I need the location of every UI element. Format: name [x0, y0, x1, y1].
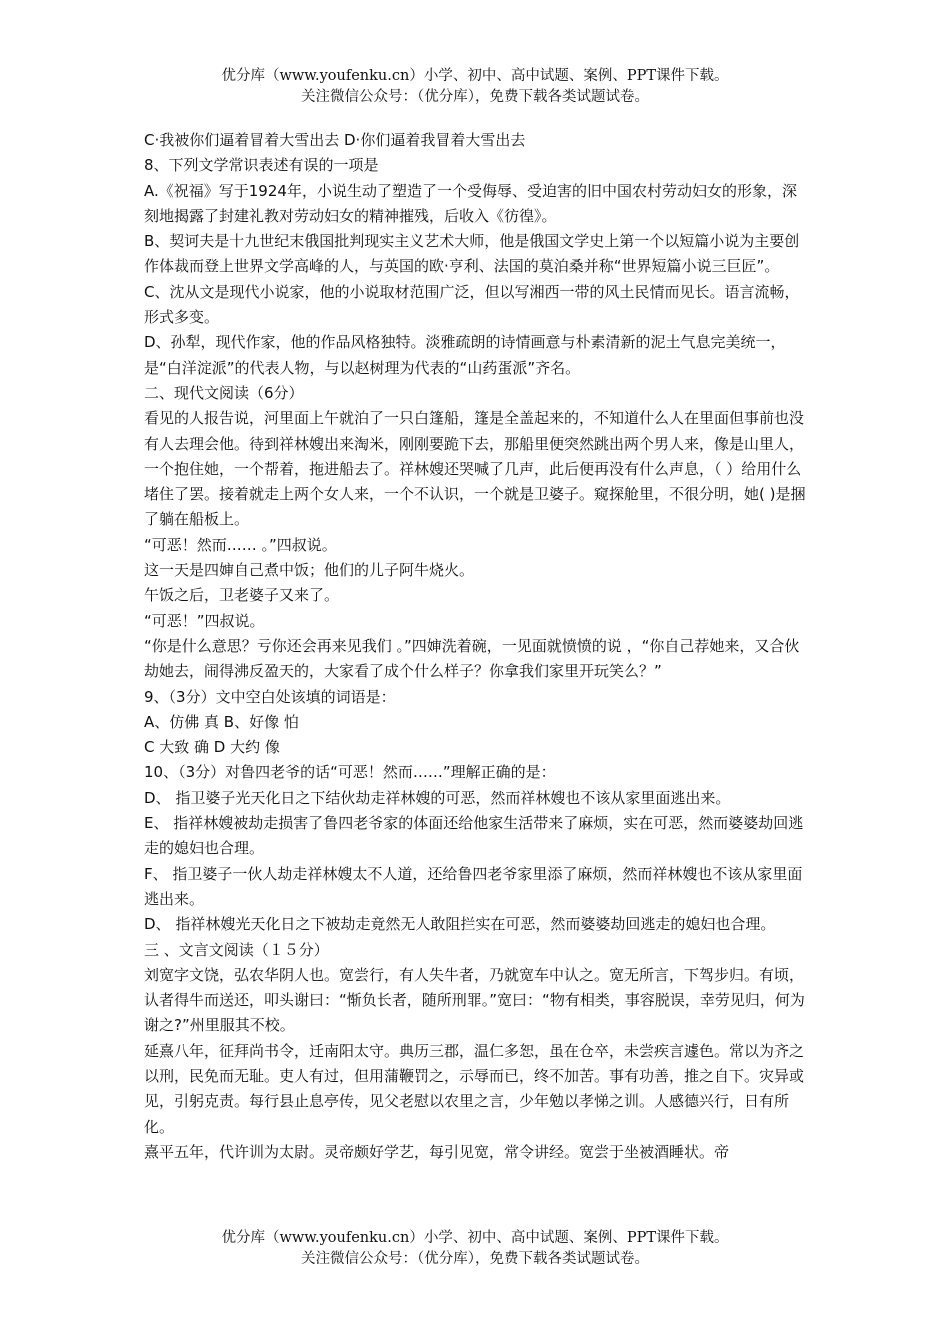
paragraph: 刘宽字文饶，弘农华阴人也。宽尝行，有人失牛者，乃就宽车中认之。宽无所言，下驾步归。有顷，认者得牛而送还，叩头谢曰：“惭负长者，随所刑罪。”宽曰：“物有相类，事容脱误，幸劳见归，何为谢之?”州里服其不校。: [144, 965, 805, 1035]
paragraph: “可恶！”四叔说。: [144, 611, 265, 630]
header-line-2: 关注微信公众号：（优分库），免费下载各类试题试卷。: [301, 89, 649, 105]
page-footer: [0, 1228, 950, 1270]
paragraph: 熹平五年，代许训为太尉。灵帝颇好学艺，每引见宽，常令讲经。宽尝于坐被酒睡状。帝: [144, 1142, 730, 1161]
footer-line-1: 优分库（www.youfenku.cn）小学、初中、高中试题、案例、PPT课件下载。: [221, 1230, 729, 1246]
paragraph: D、 指卫婆子光天化日之下结伙劫走祥林嫂的可恶，然而祥林嫂也不该从家里面逃出来。: [144, 788, 731, 807]
paragraph: C·我被你们逼着冒着大雪出去 D·你们逼着我冒着大雪出去: [144, 131, 526, 149]
paragraph: 8、下列文学常识表述有误的一项是: [144, 156, 379, 175]
paragraph: C 大致 确 D 大约 像: [144, 738, 280, 757]
section-heading: 三 、文言文阅读（１５分）: [144, 940, 329, 959]
paragraph: 10、（3分）对鲁四老爷的话“可恶！然而……”理解正确的是：: [144, 763, 556, 782]
paragraph: “可恶！然而…… 。”四叔说。: [144, 535, 337, 554]
paragraph: A.《祝福》写于1924年，小说生动了塑造了一个受侮辱、受迫害的旧中国农村劳动妇女的形象，深刻地揭露了封建礼教对劳动妇女的精神摧残，后收入《彷徨》。: [144, 181, 797, 225]
header-line-1: 优分库（www.youfenku.cn）小学、初中、高中试题、案例、PPT课件下载。: [221, 68, 729, 84]
paragraph: 延熹八年，征拜尚书令，迁南阳太守。典历三郡，温仁多恕，虽在仓卒，未尝疾言遽色。常以为齐之以刑，民免而无耻。吏人有过，但用蒲鞭罚之，示辱而已，终不加苦。事有功善，推之自下。灾异或见，引躬克责。每行县止息亭传，见父老慰以农里之言，少年勉以孝悌之训。人感德兴行，日有所化。: [144, 1041, 805, 1136]
paragraph: F、 指卫婆子一伙人劫走祥林嫂太不人道，还给鲁四老爷家里添了麻烦，然而祥林嫂也不该从家里面逃出来。: [144, 864, 803, 908]
paragraph: E、 指祥林嫂被劫走损害了鲁四老爷家的体面还给他家生活带来了麻烦，实在可恶，然而婆婆劫回逃走的媳妇也合理。: [144, 814, 804, 858]
paragraph: A、仿佛 真 B、好像 怕: [144, 712, 299, 731]
footer-line-2: 关注微信公众号：（优分库），免费下载各类试题试卷。: [301, 1251, 649, 1267]
paragraph: D、 指祥林嫂光天化日之下被劫走竟然无人敢阻拦实在可恶，然而婆婆劫回逃走的媳妇也合理。: [144, 915, 776, 934]
page-header: [0, 66, 950, 108]
paragraph: 看见的人报告说，河里面上午就泊了一只白篷船，篷是全盖起来的，不知道什么人在里面但事前也没有人去理会他。待到祥林嫂出来淘米，刚刚要跪下去，那船里便突然跳出两个男人来，像是山里人，一个抱住她，一个帮着，拖进船去了。祥林嫂还哭喊了几声，此后便再没有什么声息，（ ）给用什么堵住了罢。接着就走上两个女人来，一个不认识，一个就是卫婆子。窥探舱里，不很分明，她( )是捆了躺在船板上。: [144, 409, 806, 529]
paragraph: “你是什么意思？亏你还会再来见我们 。”四婶洗着碗，一见面就愤愤的说 ，“你自己荐她来，又合伙劫她去，闹得沸反盈天的，大家看了成个什么样子？你拿我们家里开玩笑么？”: [144, 636, 800, 681]
paragraph: C、沈从文是现代小说家，他的小说取材范围广泛，但以写湘西一带的风土民情而见长。语言流畅，形式多变。: [144, 282, 800, 327]
document-body: [144, 128, 808, 1165]
section-heading: 二、现代文阅读（6分）: [144, 383, 304, 402]
paragraph: 9、（3分）文中空白处该填的词语是：: [144, 687, 396, 706]
paragraph: 这一天是四婶自己煮中饭；他们的儿子阿牛烧火。: [144, 561, 475, 580]
paragraph: B、契诃夫是十九世纪末俄国批判现实主义艺术大师，他是俄国文学史上第一个以短篇小说为主要创作体裁而登上世界文学高峰的人，与英国的欧·亨利、法国的莫泊桑并称“世界短篇小说三巨匠”。: [144, 232, 800, 276]
paragraph: 午饭之后，卫老婆子又来了。: [144, 586, 340, 605]
paragraph: D、孙犁，现代作家，他的作品风格独特。淡雅疏朗的诗情画意与朴素清新的泥土气息完美统一，是“白洋淀派”的代表人物，与以赵树理为代表的“山药蛋派”齐名。: [144, 333, 786, 377]
